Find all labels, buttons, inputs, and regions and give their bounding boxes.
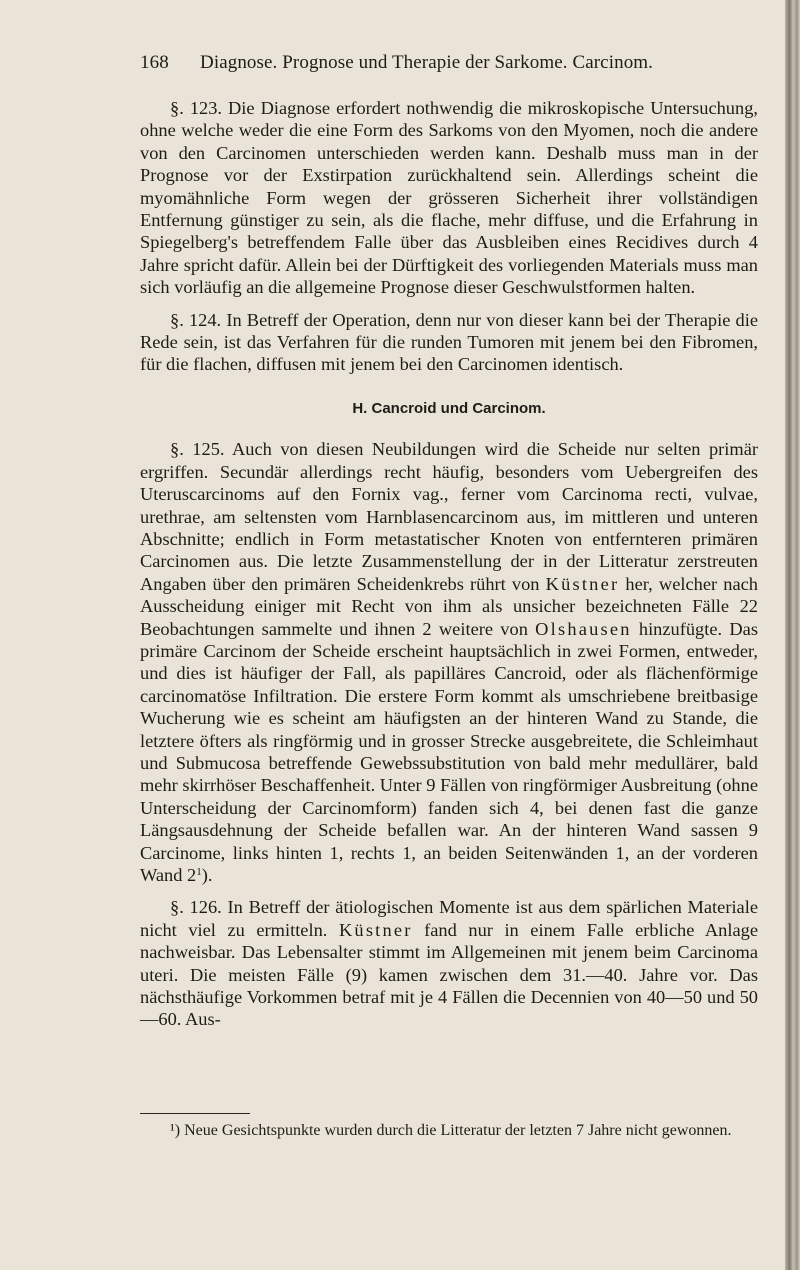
footnote: ¹) Neue Gesichtspunkte wurden durch die Litteratur der letzten 7 Jahre nicht gewonnen. (170, 1122, 732, 1139)
page-header (140, 52, 760, 74)
author-name: Olshausen (535, 618, 632, 639)
footnote-rule (140, 1113, 250, 1114)
author-name: Küstner (545, 573, 620, 594)
paragraph-126: §. 126. In Betreff der ätiologischen Momente ist aus dem spärlichen Materiale nicht viel zu ermitteln. Küstner fand nur in einem Falle erbliche Anlage nachweisbar. Das Lebensalter stimmt im Allgemeinen mit jenem beim Carcinoma uteri. Die meisten Fälle (9) kamen zwischen dem 31.—40. Jahre vor. Das nächsthäufige Vorkommen betraf mit je 4 Fällen die Decennien von 40—50 und 50—60. Aus- (140, 897, 759, 1030)
page-number: 168 (140, 52, 169, 73)
page-edge (785, 0, 800, 1270)
paragraph-123: §. 123. Die Diagnose erfordert nothwendig die mikroskopische Untersuchung, ohne welche weder die eine Form des Sarkoms von den Myomen, noch die andere von den Carcinomen unterschieden werden kann. Deshalb muss man in der Prognose vor der Exstirpation zurückhaltend sein. Allerdings scheint die myomähnliche Form wegen der grösseren Sicherheit ihrer vollständigen Entfernung günstiger zu sein, als die flache, mehr diffuse, und die Erfahrung in Spiegelberg's betreffendem Falle über das Ausbleiben eines Recidives durch 4 Jahre spricht dafür. Allein bei der Dürftigkeit des vorliegenden Materials muss man sich vorläufig an die allgemeine Prognose dieser Geschwulstformen halten. (140, 98, 758, 298)
section-heading: H. Cancroid und Carcinom. (352, 399, 546, 417)
running-title: Diagnose. Prognose und Therapie der Sarkome. Carcinom. (200, 52, 654, 73)
paragraph-125: §. 125. Auch von diesen Neubildungen wird die Scheide nur selten primär ergriffen. Secundär allerdings recht häufig, besonders vom Uebergreifen des Uteruscarcinoms auf den Fornix vag., ferner vom Carcinoma recti, vulvae, urethrae, am seltensten vom Harnblasencarcinom aus, im mittleren und unteren Abschnitte; endlich in Form metastatischer Knoten von entfernteren primären Carcinomen aus. Die letzte Zusammenstellung der in der Litteratur zerstreuten Angaben über den primären Scheidenkrebs rührt von Küstner her, welcher nach Ausscheidung einiger mit Recht von ihm als unsicher bezeichneten Fälle 22 Beobachtungen sammelte und ihnen 2 weitere von Olshausen hinzufügte. Das primäre Carcinom der Scheide erscheint hauptsächlich in zwei Formen, entweder, und dies ist häufiger der Fall, als papilläres Cancroid, oder als flächenförmige carcinomatöse Infiltration. Die erstere Form kommt als umschriebene breitbasige Wucherung wie es scheint am häufigsten an der hinteren Wand zu Stande, die letztere öfters als ringförmig und in grosser Strecke ausgebreitete, die Schleimhaut und Submucosa betreffende Gewebssubstitution von bald mehr medullärer, bald mehr skirrhöser Beschaffenheit. Unter 9 Fällen von ringförmiger Ausbreitung (ohne Unterscheidung der Carcinomform) fanden sich 4, bei denen fast die ganze Längsausdehnung der Scheide befallen war. An der hinteren Wand sassen 9 Carcinome, links hinten 1, rechts 1, an beiden Seitenwänden 1, an der vorderen Wand $2^1$). (140, 439, 758, 885)
page-body (140, 97, 758, 1031)
author-name: Küstner (338, 919, 413, 940)
paragraph-124: §. 124. In Betreff der Operation, denn nur von dieser kann bei der Therapie die Rede sein, ist das Verfahren für die runden Tumoren mit jenem bei den Fibromen, für die flachen, diffusen mit jenem bei den Carcinomen identisch. (140, 309, 758, 375)
footnote-marker: 1 (196, 866, 202, 878)
